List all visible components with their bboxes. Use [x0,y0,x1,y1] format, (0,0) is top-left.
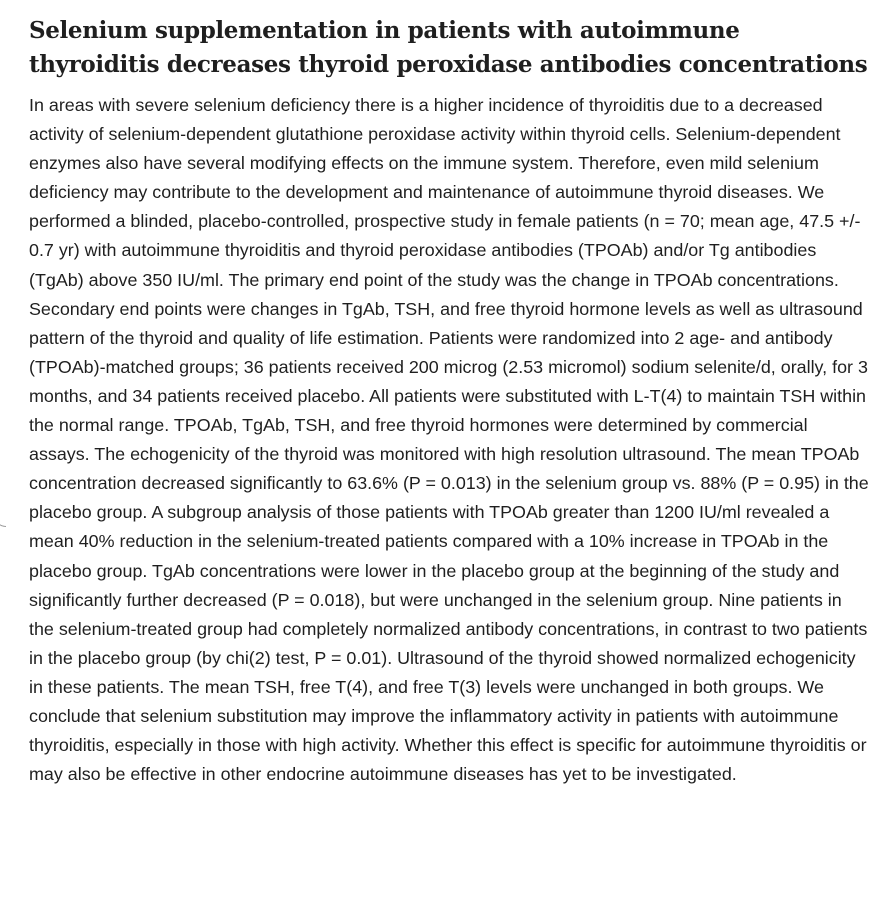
article-title: Selenium supplementation in patients with autoimmune thyroiditis decreases thyroid peroxidase antibodies concentrations [29,17,868,78]
article-abstract: In areas with severe selenium deficiency there is a higher incidence of thyroiditis due to a decreased activity of selenium-dependent glutathione peroxidase activity within thyroid cells. Selenium-dependent enzymes also have several modifying effects on the immune system. Therefore, even mild selenium deficiency may contribute to the development and maintenance of autoimmune thyroid diseases. We performed a blinded, placebo-controlled, prospective study in female patients (n = 70; mean age, 47.5 +/- 0.7 yr) with autoimmune thyroiditis and thyroid peroxidase antibodies (TPOAb) and/or Tg antibodies (TgAb) above 350 IU/ml. The primary end point of the study was the change in TPOAb concentrations. Secondary end points were changes in TgAb, TSH, and free thyroid hormone levels as well as ultrasound pattern of the thyroid and quality of life estimation. Patients were randomized into 2 age- and antibody (TPOAb)-matched groups; 36 patients received 200 microg (2.53 micromol) sodium selenite/d, orally, for 3 months, and 34 patients received placebo. All patients were substituted with L-T(4) to maintain TSH within the normal range. TPOAb, TgAb, TSH, and free thyroid hormones were determined by commercial assays. The echogenicity of the thyroid was monitored with high resolution ultrasound. The mean TPOAb concentration decreased significantly to 63.6% (P = 0.013) in the selenium group vs. 88% (P = 0.95) in the placebo group. A subgroup analysis of those patients with TPOAb greater than 1200 IU/ml revealed a mean 40% reduction in the selenium-treated patients compared with a 10% increase in TPOAb in the placebo group. TgAb concentrations were lower in the placebo group at the beginning of the study and significantly further decreased (P = 0.018), but were unchanged in the selenium group. Nine patients in the selenium-treated group had completely normalized antibody concentrations, in contrast to two patients in the placebo group (by chi(2) test, P = 0.01). Ultrasound of the thyroid showed normalized echogenicity in these patients. The mean TSH, free T(4), and free T(3) levels were unchanged in both groups. We conclude that selenium substitution may improve the inflammatory activity in patients with autoimmune thyroiditis, especially in those with high activity. Whether this effect is specific for autoimmune thyroiditis or may also be effective in other endocrine autoimmune diseases has yet to be investigated. [29,95,869,785]
scroll-edge-indicator [0,505,6,527]
